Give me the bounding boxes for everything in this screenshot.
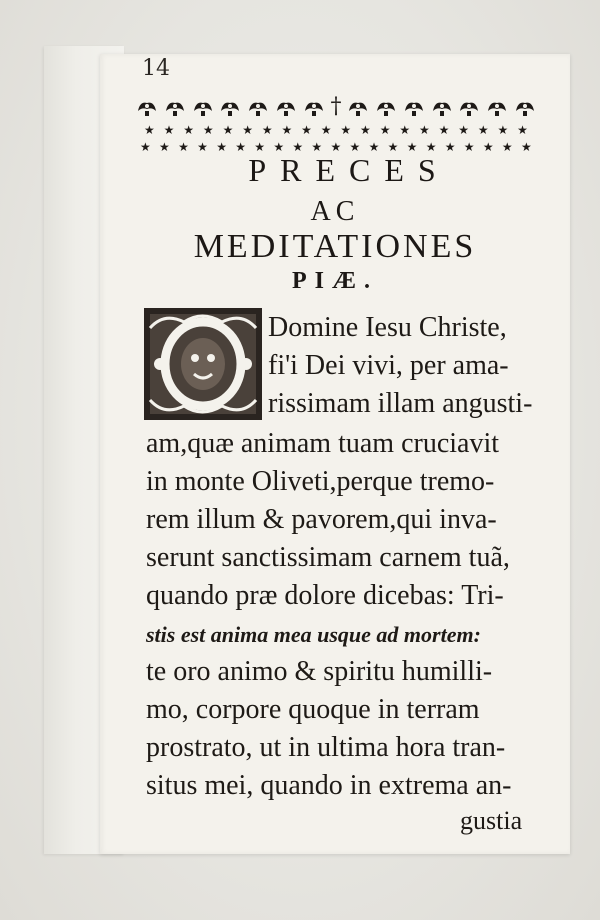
- decorated-initial: [144, 308, 262, 420]
- fleuron-icon: [431, 97, 453, 117]
- text-line: quando præ dolore dicebas: Tri-: [146, 580, 504, 611]
- fleuron-icon: [219, 97, 241, 117]
- text-line: te oro animo & spiritu humilli-: [146, 656, 493, 687]
- fleuron-icon: [514, 97, 536, 117]
- star-border-bottom: ★ ★ ★ ★ ★ ★ ★ ★ ★ ★ ★ ★ ★ ★ ★ ★ ★ ★ ★ ★ ★: [140, 140, 532, 154]
- text-line: mo, corpore quoque in terram: [146, 694, 480, 725]
- star-border-top: ★ ★ ★ ★ ★ ★ ★ ★ ★ ★ ★ ★ ★ ★ ★ ★ ★ ★ ★ ★: [144, 123, 528, 137]
- page-number: 14: [142, 56, 170, 81]
- ornament-band: [136, 94, 536, 120]
- fleuron-icon: [375, 97, 397, 117]
- text-line: situs mei, quando in extrema an-: [146, 770, 512, 801]
- text-line: rem illum & pavorem,qui inva-: [146, 504, 497, 535]
- title-line-4: PIÆ.: [292, 268, 378, 294]
- fleuron-icon: [486, 97, 508, 117]
- text-line: in monte Oliveti,perque tremo-: [146, 466, 495, 497]
- text-line-italic: stis est anima mea usque ad mortem:: [146, 622, 481, 647]
- fleuron-icon: [303, 97, 325, 117]
- text-line: fi'i Dei vivi, per ama-: [268, 350, 509, 381]
- fleuron-icon: [275, 97, 297, 117]
- fleuron-icon: [458, 97, 480, 117]
- text-line: prostrato, ut in ultima hora tran-: [146, 732, 506, 763]
- fleuron-icon: [247, 97, 269, 117]
- title-line-3: MEDITATIONES: [193, 228, 477, 265]
- text-line: am,quæ animam tuam cruciavit: [146, 428, 500, 459]
- book-page: [100, 54, 570, 854]
- fleuron-icon: [192, 97, 214, 117]
- fleuron-icon: [164, 97, 186, 117]
- text-line: serunt sanctissimam carnem tuã,: [146, 542, 510, 573]
- text-line: rissimam illam angusti-: [268, 388, 533, 419]
- text-line: Domine Iesu Christe,: [268, 312, 507, 343]
- cross-icon: †: [330, 94, 342, 119]
- catchword: gustia: [460, 806, 523, 835]
- fleuron-icon: [403, 97, 425, 117]
- fleuron-icon: [136, 97, 158, 117]
- title-line-2: AC: [310, 196, 360, 227]
- title-line-1: PRECES: [248, 152, 450, 188]
- fleuron-icon: [347, 97, 369, 117]
